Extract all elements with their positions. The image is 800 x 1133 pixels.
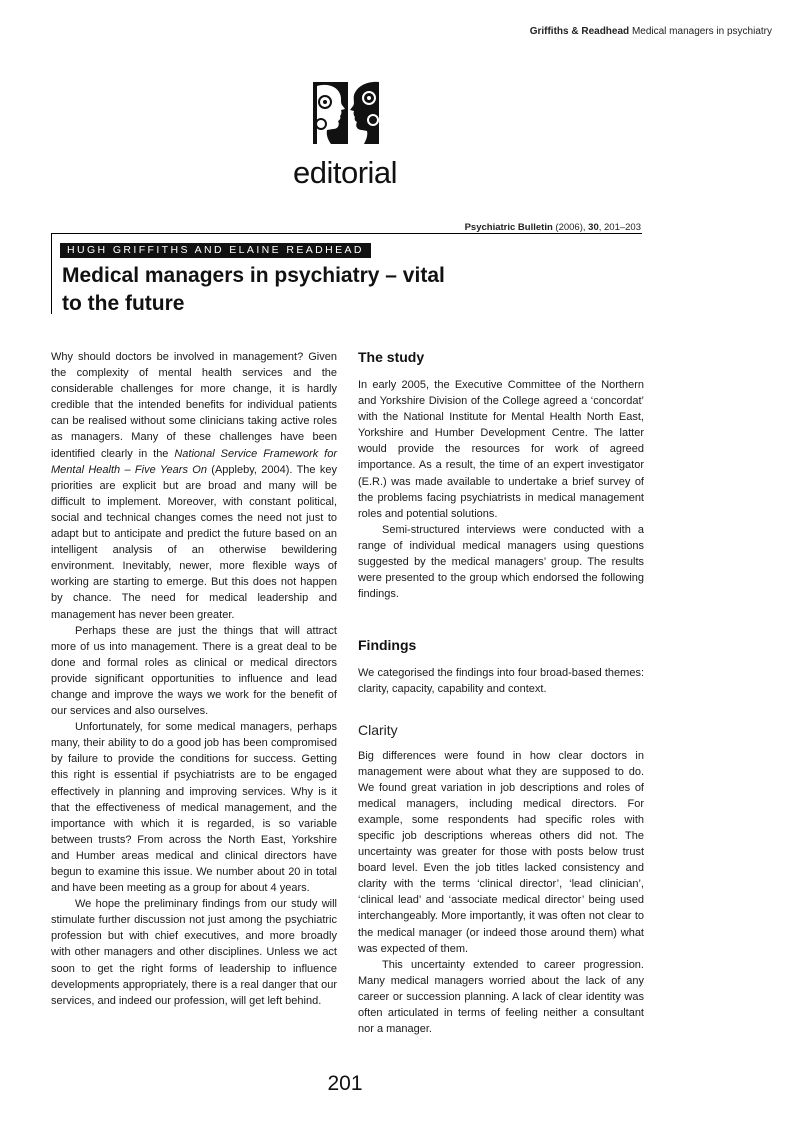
intro-paragraph-3: Unfortunately, for some medical managers, perhaps many, their ability to do a good job has been compromised by failure to provide the conditions for success. Getting this right is essential if psychiatrists are to be engaged effectively in planning and improving services. Why is it that the effectiveness of medical management, and the importance with which it is regarded, is so variable between trusts? From across the North East, Yorkshire and Humber areas medical and clinical directors have begun to examine this issue. We number about 20 in total and have been meeting as a group for about 4 years.	[51, 721, 337, 895]
intro-paragraph-1: Why should doctors be involved in management? Given the complexity of mental health services and the considerable challenges for more change, it is hardly credible that the intended benefits for individual patients can be realised without some clinicians taking active roles as managers. Many of these challenges have been identified clearly in the National Service Framework for Mental Health – Five Years On (Appleby, 2004). The key priorities are explicit but are broad and many will be difficult to implement. Moreover, with constant political, social and technical changes comes the need not just to adapt but to anticipate and predict the future based on an intelligent analysis of an otherwise bewildering environment. Inevitably, newer, more flexible ways of working are starting to emerge. But this does not happen by chance. The need for medical leadership and management has never been greater.	[51, 351, 337, 621]
left-column	[51, 349, 337, 1009]
intro-paragraph-4: We hope the preliminary findings from our study will stimulate further discussion not just among the psychiatric profession but with chief executives, and more broadly with other managers and other disciplines. Unless we act soon to get the right forms of leadership to influence developments appropriately, there is a real danger that our services, and indeed our profession, will get left behind.	[51, 898, 337, 1007]
right-column	[358, 347, 644, 1037]
study-paragraph-2: Semi-structured interviews were conducted with a range of individual medical managers using questions suggested by the medical managers’ group. The results were presented to the group which endorsed the following findings.	[358, 523, 644, 601]
editorial-faces-logo-icon	[313, 80, 381, 146]
citation	[465, 222, 641, 233]
citation-journal: Psychiatric Bulletin	[464, 222, 553, 233]
running-head	[530, 26, 772, 37]
section-label: editorial	[292, 155, 398, 190]
running-head-authors: Griffiths & Readhead	[529, 26, 630, 37]
study-heading: The study	[358, 349, 425, 365]
clarity-paragraph-2: This uncertainty extended to career progression. Many medical managers worried about the lack of any career or succession planning. A lack of clear identity was often articulated in terms of feeling neither a consultant nor a manager.	[358, 958, 644, 1036]
findings-paragraph: We categorised the findings into four broad-based themes: clarity, capacity, capability and context.	[358, 667, 644, 696]
article-authors: HUGH GRIFFITHS AND ELAINE READHEAD	[60, 243, 371, 258]
page-number: 201	[327, 1072, 363, 1095]
citation-volume: 30	[588, 222, 599, 233]
clarity-heading: Clarity	[358, 721, 398, 738]
running-head-title: Medical managers in psychiatry	[631, 26, 772, 37]
citation-year: (2006),	[555, 222, 586, 233]
clarity-paragraph-1: Big differences were found in how clear doctors in management were about what they are supposed to do. We found great variation in job descriptions and roles of medical managers, including medical directors. For example, some respondents had specific roles with specific job descriptions whereas others did not. The uncertainty was greater for those with posts below trust board level. Even the job titles lacked consistency and clarity with the terms ‘clinical director’, ‘lead clinician’, ‘clinical lead’ and ‘associate medical director’ being used interchangeably. More importantly, it was often not clear to the medical manager (or indeed those around them) what was expected of them.	[358, 749, 644, 955]
citation-pages: , 201–203	[598, 222, 641, 233]
article-title: Medical managers in psychiatry – vital to the future	[62, 264, 445, 315]
study-paragraph-1: In early 2005, the Executive Committee of the Northern and Yorkshire Division of the College agreed a ‘concordat’ with the National Institute for Mental Health North East, Yorkshire and Humber Development Centre. The latter would provide the resources for work of agreed importance. As a result, the time of an expert investigator (E.R.) was made available to undertake a brief survey of the problems facing psychiatrists in medical management roles and potential solutions.	[358, 379, 644, 520]
intro-paragraph-2: Perhaps these are just the things that will attract more of us into management. There is a great deal to be done and formal roles as clinical or medical directors provide significant opportunities to influence and lead change and improve the ways we work for the benefit of our services and also ourselves.	[51, 624, 337, 718]
findings-heading: Findings	[358, 637, 417, 654]
